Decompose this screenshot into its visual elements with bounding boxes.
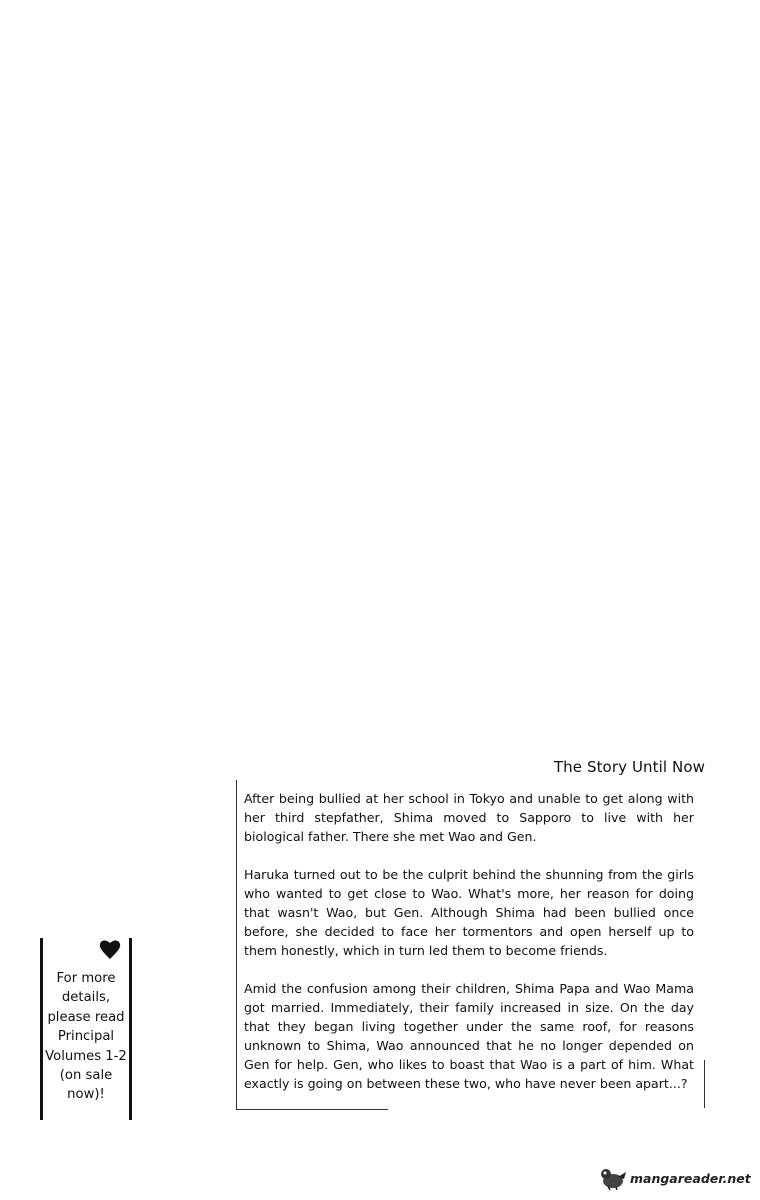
story-paragraph: After being bullied at her school in Tokyo and unable to get along with her third stepfather, Shima moved to Sapporo to live with her biological father. There she met Wao and Gen.	[244, 791, 694, 844]
story-text	[244, 789, 694, 1093]
watermark	[598, 1166, 754, 1192]
right-divider	[704, 1060, 705, 1108]
left-divider	[236, 780, 237, 1110]
story-paragraph: Haruka turned out to be the culprit behind the shunning from the girls who wanted to get close to Wao. What's more, her reason for doing that wasn't Wao, but Gen. Although Shima had been bullied once before, she decided to face her tormentors and open herself up to them honestly, which in turn led them to become friends.	[244, 867, 694, 958]
mascot-icon	[598, 1168, 628, 1190]
watermark-text: mangareader.net	[630, 1171, 751, 1186]
story-summary-box	[236, 780, 706, 1110]
side-note	[40, 938, 132, 1120]
bottom-divider	[236, 1109, 388, 1110]
side-note-right-bar	[129, 938, 132, 1120]
story-paragraph: Amid the confusion among their children, Shima Papa and Wao Mama got married. Immediately, their family increased in size. On the day that they began living together under the same roof, for reasons unknown to Shima, Wao announced that he no longer depended on Gen for help. Gen, who likes to boast that Wao is a part of him. What exactly is going on between these two, who have never been apart...?	[244, 981, 694, 1091]
heart-icon	[98, 938, 122, 960]
side-note-text: For more details, please read Principal Volumes 1-2 (on sale now)!	[45, 971, 127, 1103]
page-title: The Story Until Now	[553, 758, 705, 776]
